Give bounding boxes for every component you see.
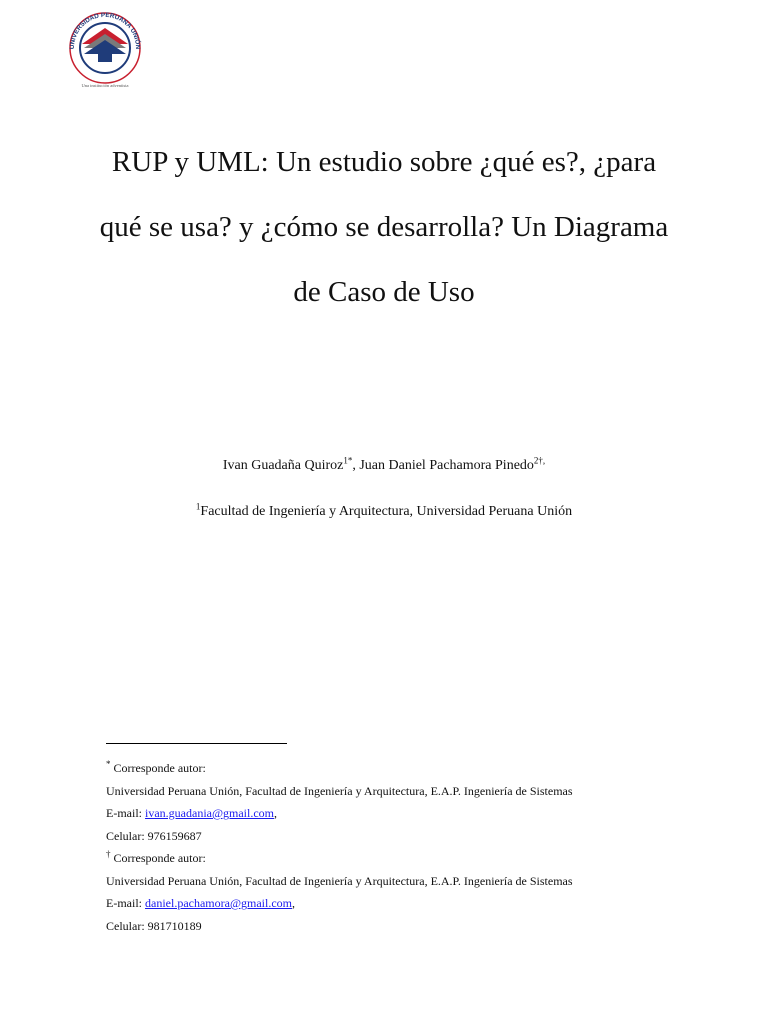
footnote-1-heading — [106, 757, 726, 780]
footnote-2-phone: Celular: 981710189 — [106, 918, 202, 933]
university-seal-icon — [60, 10, 150, 90]
affiliation — [60, 501, 708, 520]
footnote-2-label: Corresponde autor: — [110, 851, 206, 865]
footnote-2-email-link[interactable]: daniel.pachamora@gmail.com — [145, 896, 292, 910]
logo-tagline: Una institución adventista — [81, 83, 129, 88]
title-line-3: de Caso de Uso — [293, 276, 475, 308]
footnote-2-mark: † — [106, 849, 111, 859]
footnote-2-email-line — [106, 892, 726, 915]
author-1-name: Ivan Guadaña Quiroz — [222, 458, 344, 473]
footnote-2-email-label: E-mail: — [106, 896, 145, 910]
footnote-1-email-label: E-mail: — [106, 806, 145, 820]
affiliation-text: Facultad de Ingeniería y Arquitectura, Universidad Peruana Unión — [200, 504, 573, 519]
footnotes — [106, 757, 726, 937]
footnote-divider — [106, 743, 287, 744]
author-2-name: Juan Daniel Pachamora Pinedo — [359, 458, 534, 473]
footnote-1-label: Corresponde autor: — [110, 761, 206, 775]
title-line-1: RUP y UML: Un estudio sobre ¿qué es?, ¿para — [111, 146, 657, 178]
affiliation-superscript: 1 — [195, 501, 201, 512]
author-separator: , — [352, 458, 360, 473]
footnote-2-institution: Universidad Peruana Unión, Facultad de Ingeniería y Arquitectura, E.A.P. Ingeniería de Sistemas — [106, 873, 573, 888]
footnote-1-phone: Celular: 976159687 — [106, 828, 202, 843]
university-logo — [60, 10, 150, 90]
author-1-superscript: 1* — [343, 455, 353, 466]
footnote-1-mark: * — [106, 759, 111, 769]
footnote-1-email-after: , — [274, 806, 278, 820]
title-line-2: qué se usa? y ¿cómo se desarrolla? Un Diagrama — [99, 211, 669, 243]
footnote-1-email-line — [106, 802, 726, 825]
footnote-1-email-link[interactable]: ivan.guadania@gmail.com — [145, 806, 275, 820]
paper-title — [60, 130, 708, 325]
logo-ring-text: UNIVERSIDAD PERUANA UNIÓN — [68, 11, 142, 50]
author-list — [60, 455, 708, 474]
author-2-superscript: 2†, — [533, 455, 546, 466]
footnote-2-email-after: , — [292, 896, 295, 910]
footnote-2-heading — [106, 847, 726, 870]
footnote-1-institution: Universidad Peruana Unión, Facultad de Ingeniería y Arquitectura, E.A.P. Ingeniería de Sistemas — [106, 783, 573, 798]
